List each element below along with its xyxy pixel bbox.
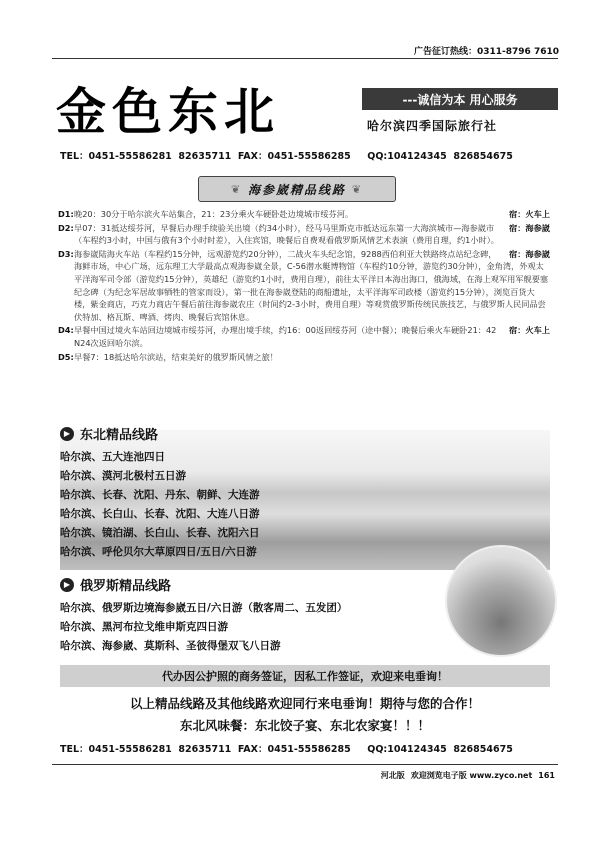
footer-section: 河北版	[380, 771, 405, 780]
day-text: 早餐7：18抵达哈尔滨站，结束美好的俄罗斯风情之旅！	[74, 351, 278, 362]
ornament-icon: ❦	[346, 182, 364, 196]
section-banner	[198, 176, 396, 202]
closing-line: 以上精品线路及其他线路欢迎同行来电垂询！期待与您的合作！	[129, 696, 480, 711]
route-item: 哈尔滨、海参崴、莫斯科、圣彼得堡双飞八日游	[60, 640, 281, 652]
page-number: 161	[538, 771, 555, 780]
top-divider	[52, 58, 558, 59]
itinerary-day	[58, 222, 550, 247]
section-title: 东北精品线路	[80, 428, 159, 443]
day-text: 海参崴陆海火车站（车程约15分钟，远观游览约20分钟），二战火车头纪念馆，9288西伯利亚大铁路终点站纪念碑，海鲜市场，中心广场，远东理工大学最高点观海参崴全景，C-56潜水艇博物馆（车程约10分钟，游览约30分钟），金角湾，外观太平洋海军司令部（游览约15分钟），英雄纪（游览约1小时，费用自理），前往太平洋日本海出海口，俄海域，在海上观军用军舰要塞纪念碑（为纪念军居故事牺牲的管家而设），第一批在海参崴登陆的商船遗址，太平洋海军司政楼（游览约15分钟），浏览百货大楼，紫金商店，巧克力商店午餐后前往海参崴农庄（时间约2-3小时，费用自理）等观赏俄罗斯传统民族技艺，与俄罗斯人民同品尝伏特加、格瓦斯、啤酒、烤肉、晚餐后宾馆休息。	[74, 248, 549, 322]
day-label: D1:	[58, 209, 74, 219]
route-item: 哈尔滨、镜泊湖、长白山、长春、沈阳六日	[60, 527, 260, 539]
slogan-banner: ---诚信为本 用心服务	[362, 88, 558, 110]
banner-title: 海参崴精品线路	[247, 182, 346, 197]
footer-tagline: 欢迎浏览电子版 www.zyco.net	[410, 771, 533, 780]
day-label: D5:	[58, 351, 74, 362]
day-label: D3:	[58, 248, 74, 259]
contact-line-bottom: TEL：0451-55586281 82635711 FAX：0451-55586285 QQ:104124345 826854675	[60, 744, 513, 755]
northeast-section	[60, 424, 260, 562]
day-text: 早07：31抵达绥芬河，早餐后办理手续验关出境（约34小时），经马马里斯克市抵达远东第一大海滨城市—海参崴市（车程约3小时，中国与俄有3个小时时差），入住宾馆，晚餐后自费观看俄罗斯风情艺术表演（费用自理，约1小时）。	[74, 222, 499, 246]
itinerary	[58, 208, 550, 364]
itinerary-day	[58, 324, 550, 349]
russia-section	[60, 575, 347, 656]
bottom-divider	[52, 764, 558, 765]
play-arrow-icon: ▶	[60, 578, 74, 592]
brand-logo: 金色东北	[56, 82, 280, 141]
company-name: 哈尔滨四季国际旅行社	[367, 119, 498, 133]
itinerary-day	[58, 351, 550, 364]
play-arrow-icon: ▶	[60, 427, 74, 441]
day-text: 早餐中国过境火车站回边境城市绥芬河，办理出境手续，约16：00返回绥芬河（途中餐）；晚餐后乘火车硬卧21：42 N24次返回哈尔滨。	[74, 325, 497, 348]
ornament-icon: ❦	[230, 182, 248, 196]
day-text: 晚20：30分于哈尔滨火车站集合，21：23分乘火车硬卧赴边境城市绥芬河。	[74, 209, 354, 219]
visa-note: 代办因公护照的商务签证，因私工作签证，欢迎来电垂询！	[60, 665, 550, 687]
route-item: 哈尔滨、五大连池四日	[60, 451, 165, 463]
route-item: 哈尔滨、俄罗斯边境海参崴五日/六日游（散客周二、五发团）	[60, 602, 348, 614]
route-item: 哈尔滨、长白山、长春、沈阳、大连八日游	[60, 508, 260, 520]
itinerary-day	[58, 208, 550, 221]
day-label: D2:	[58, 222, 74, 233]
lodging: 宿：海参崴	[509, 222, 550, 233]
route-item: 哈尔滨、漠河北极村五日游	[60, 470, 186, 482]
section-title: 俄罗斯精品线路	[80, 579, 172, 594]
contact-line-top: TEL：0451-55586281 82635711 FAX：0451-55586285 QQ:104124345 826854675	[60, 151, 513, 162]
lodging: 宿：火车上	[509, 325, 550, 336]
route-item: 哈尔滨、长春、沈阳、丹东、朝鲜、大连游	[60, 489, 260, 501]
lake-photo	[445, 545, 557, 657]
route-item: 哈尔滨、呼伦贝尔大草原四日/五日/六日游	[60, 546, 257, 558]
day-label: D4:	[58, 325, 74, 336]
lodging: 宿：火车上	[509, 209, 550, 219]
page-footer	[381, 770, 555, 781]
route-item: 哈尔滨、黑河布拉戈维申斯克四日游	[60, 621, 228, 633]
ad-hotline: 广告征订热线：0311-8796 7610	[413, 47, 559, 57]
itinerary-day	[58, 248, 550, 324]
lodging: 宿：海参崴	[509, 248, 550, 259]
closing-line: 东北风味餐：东北饺子宴、东北农家宴！！！	[179, 718, 430, 733]
